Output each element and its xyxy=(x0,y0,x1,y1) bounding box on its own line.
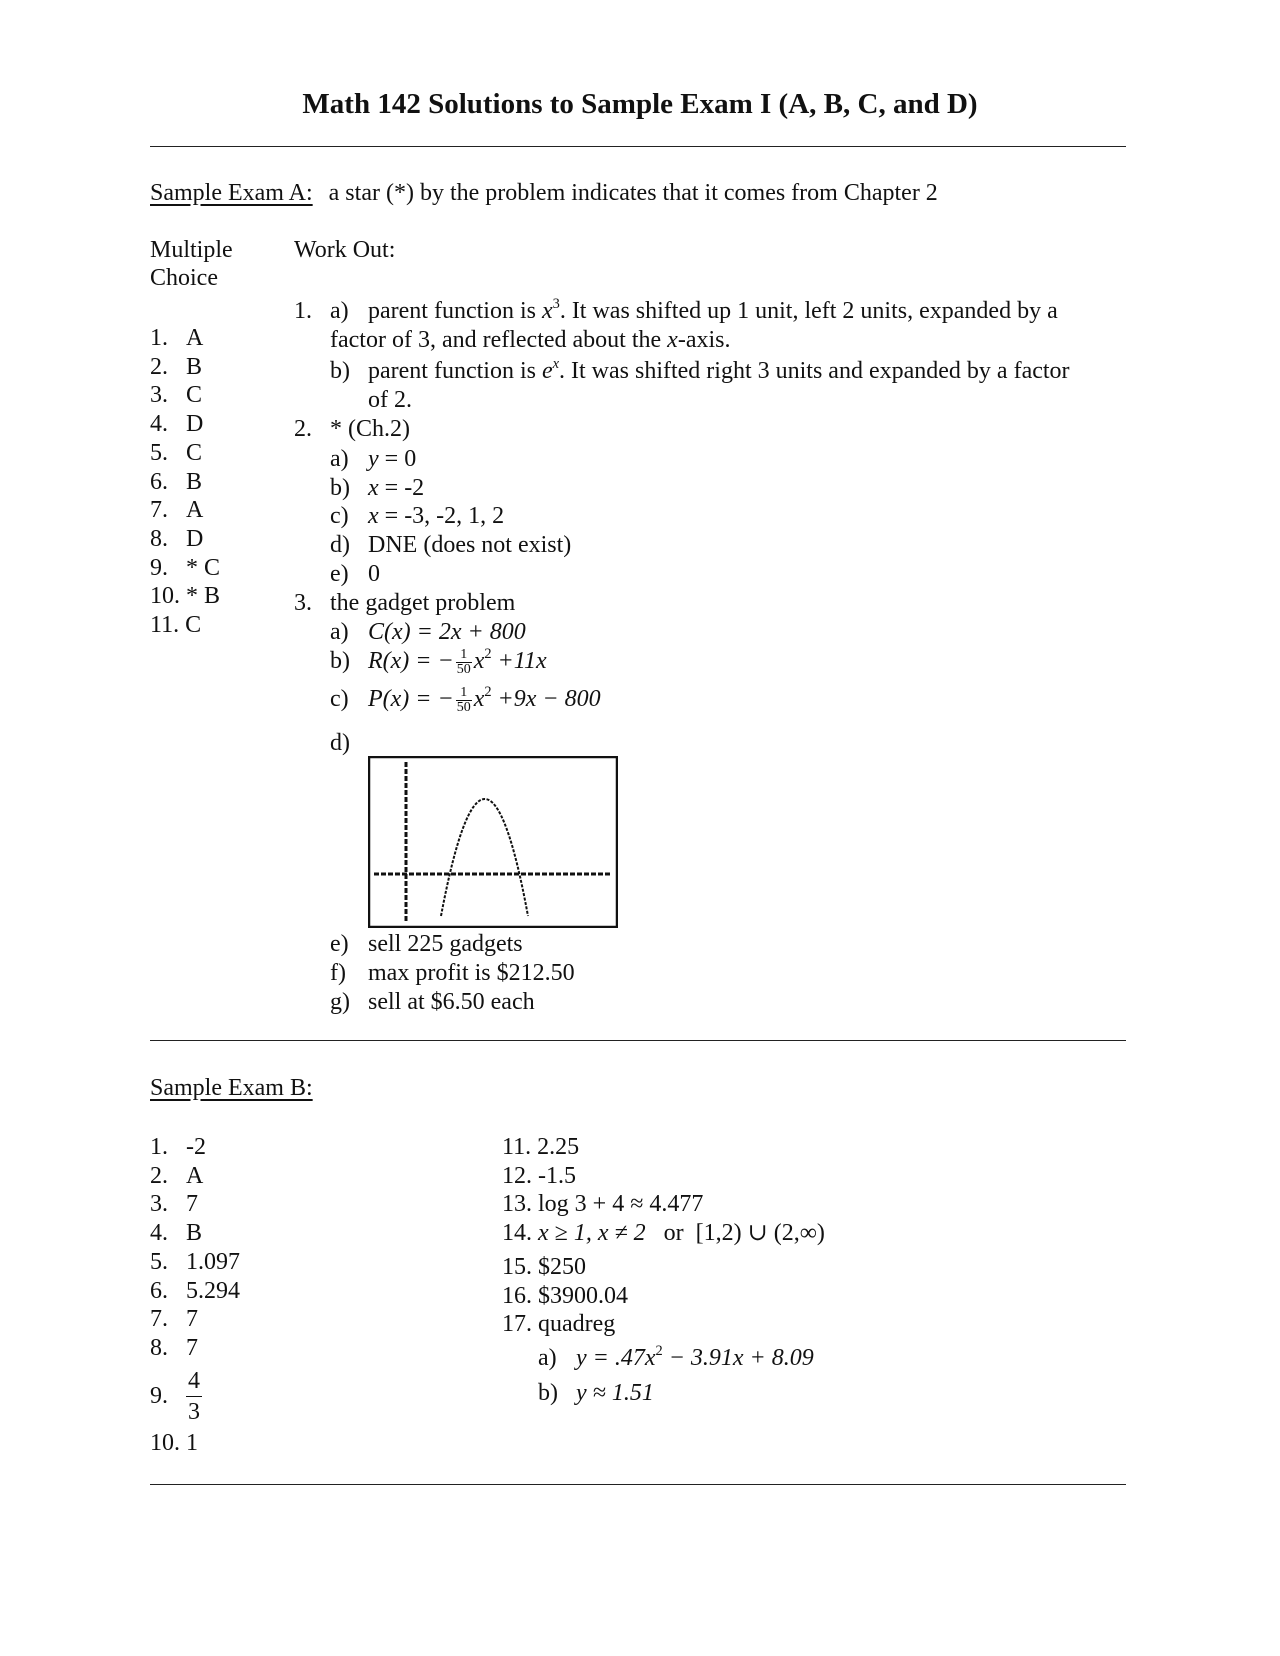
list-item: a) y = 0 xyxy=(330,446,417,472)
list-item: f) max profit is $212.50 xyxy=(330,960,575,986)
list-item: 7. 7 xyxy=(150,1306,198,1333)
list-item: 8. D xyxy=(150,525,204,552)
exam-b-right-list-2 xyxy=(502,1253,628,1339)
mc-header-line1: Multiple xyxy=(150,237,233,263)
list-item: c) x = -3, -2, 1, 2 xyxy=(330,503,505,530)
list-item: 6. B xyxy=(150,468,203,495)
exam-b-q17b: b) y ≈ 1.51 xyxy=(538,1380,654,1406)
list-item: d) DNE (does not exist) xyxy=(330,532,572,559)
problem-1-a: 1. a) parent function is $x^3$. It was shifted up 1 unit, left 2 units, expanded by a xyxy=(294,295,1058,324)
problem-3-b: b) R(x) = − $\frac{1}{50}$ $x^2 +11x$ xyxy=(330,645,547,677)
exam-b-q10: 10. 1 xyxy=(150,1430,198,1456)
problem-3-a: a) C(x) = 2x + 800 xyxy=(330,619,526,645)
exam-b-right-list xyxy=(502,1133,825,1248)
list-item: 8. 7 xyxy=(150,1334,198,1361)
list-item: 5. 1.097 xyxy=(150,1248,240,1275)
list-item: 6. 5.294 xyxy=(150,1277,240,1304)
list-item: 11. 2.25 xyxy=(502,1134,580,1160)
exam-b-heading: Sample Exam B: xyxy=(150,1075,313,1101)
list-item: e) 0 xyxy=(330,560,380,587)
exam-a-header xyxy=(150,180,938,207)
list-item: g) sell at $6.50 each xyxy=(330,989,535,1015)
fraction: $\frac{1}{50}$ xyxy=(456,685,471,715)
list-item: 3. C xyxy=(150,382,203,409)
list-item: b) x = -2 xyxy=(330,474,425,501)
exam-b-left-list xyxy=(150,1133,240,1363)
list-item: 2. A xyxy=(150,1162,204,1189)
list-item: 1. -2 xyxy=(150,1134,206,1160)
list-item: 4. D xyxy=(150,411,204,438)
list-item: 10. * B xyxy=(150,583,221,610)
divider xyxy=(150,146,1126,147)
list-item: 14. x ≥ 1, x ≠ 2 or [1,2) ∪ (2,∞) xyxy=(502,1220,825,1247)
list-item: 15. $250 xyxy=(502,1254,586,1280)
list-item: 5. C xyxy=(150,439,203,466)
problem-1-b-line2: of 2. xyxy=(368,387,412,413)
list-item: 16. $3900.04 xyxy=(502,1282,628,1309)
problem-1-b: b) parent function is $e^x$. It was shifted right 3 units and expanded by a factor xyxy=(330,355,1070,384)
divider xyxy=(150,1484,1126,1485)
page-title: Math 142 Solutions to Sample Exam I (A, B, C, and D) xyxy=(302,88,978,120)
list-item: 1. A xyxy=(150,325,204,351)
exam-b-q9: 9. $\frac{4}{3}$ xyxy=(150,1368,200,1425)
problem-2: 2. * (Ch.2) xyxy=(294,416,410,442)
divider xyxy=(150,1040,1126,1041)
problem-2-items xyxy=(330,445,571,589)
problem-3-answers xyxy=(330,930,575,1017)
parabola-graph xyxy=(368,756,618,928)
fraction: $\frac{4}{3}$ xyxy=(188,1368,200,1425)
exam-a-heading: Sample Exam A: xyxy=(150,180,313,206)
exam-a-note: a star (*) by the problem indicates that it comes from Chapter 2 xyxy=(328,180,938,206)
list-item: 12. -1.5 xyxy=(502,1162,576,1189)
list-item: 3. 7 xyxy=(150,1191,198,1218)
list-item: e) sell 225 gadgets xyxy=(330,931,523,957)
mc-header-line2: Choice xyxy=(150,265,218,291)
list-item: 4. B xyxy=(150,1220,203,1247)
problem-1-a-line2: factor of 3, and reflected about the x-axis. xyxy=(330,327,731,353)
problem-3-d: d) xyxy=(330,730,350,756)
workout-header: Work Out: xyxy=(294,237,396,263)
list-item: 17. quadreg xyxy=(502,1311,616,1338)
list-item: 13. log 3 + 4 ≈ 4.477 xyxy=(502,1191,704,1218)
list-item: 7. A xyxy=(150,497,204,524)
exam-b-q17a: a) $y = .47x^2 - 3.91x + 8.09$ xyxy=(538,1342,814,1371)
problem-3-c: c) P(x) = − $\frac{1}{50}$ $x^2 +9x - 800$ xyxy=(330,683,601,715)
problem-3: 3. the gadget problem xyxy=(294,590,516,616)
mc-answer-list xyxy=(150,324,220,640)
list-item: 2. B xyxy=(150,353,203,380)
list-item: 9. * C xyxy=(150,554,221,581)
list-item: 11. C xyxy=(150,612,202,639)
fraction: $\frac{1}{50}$ xyxy=(456,647,471,677)
